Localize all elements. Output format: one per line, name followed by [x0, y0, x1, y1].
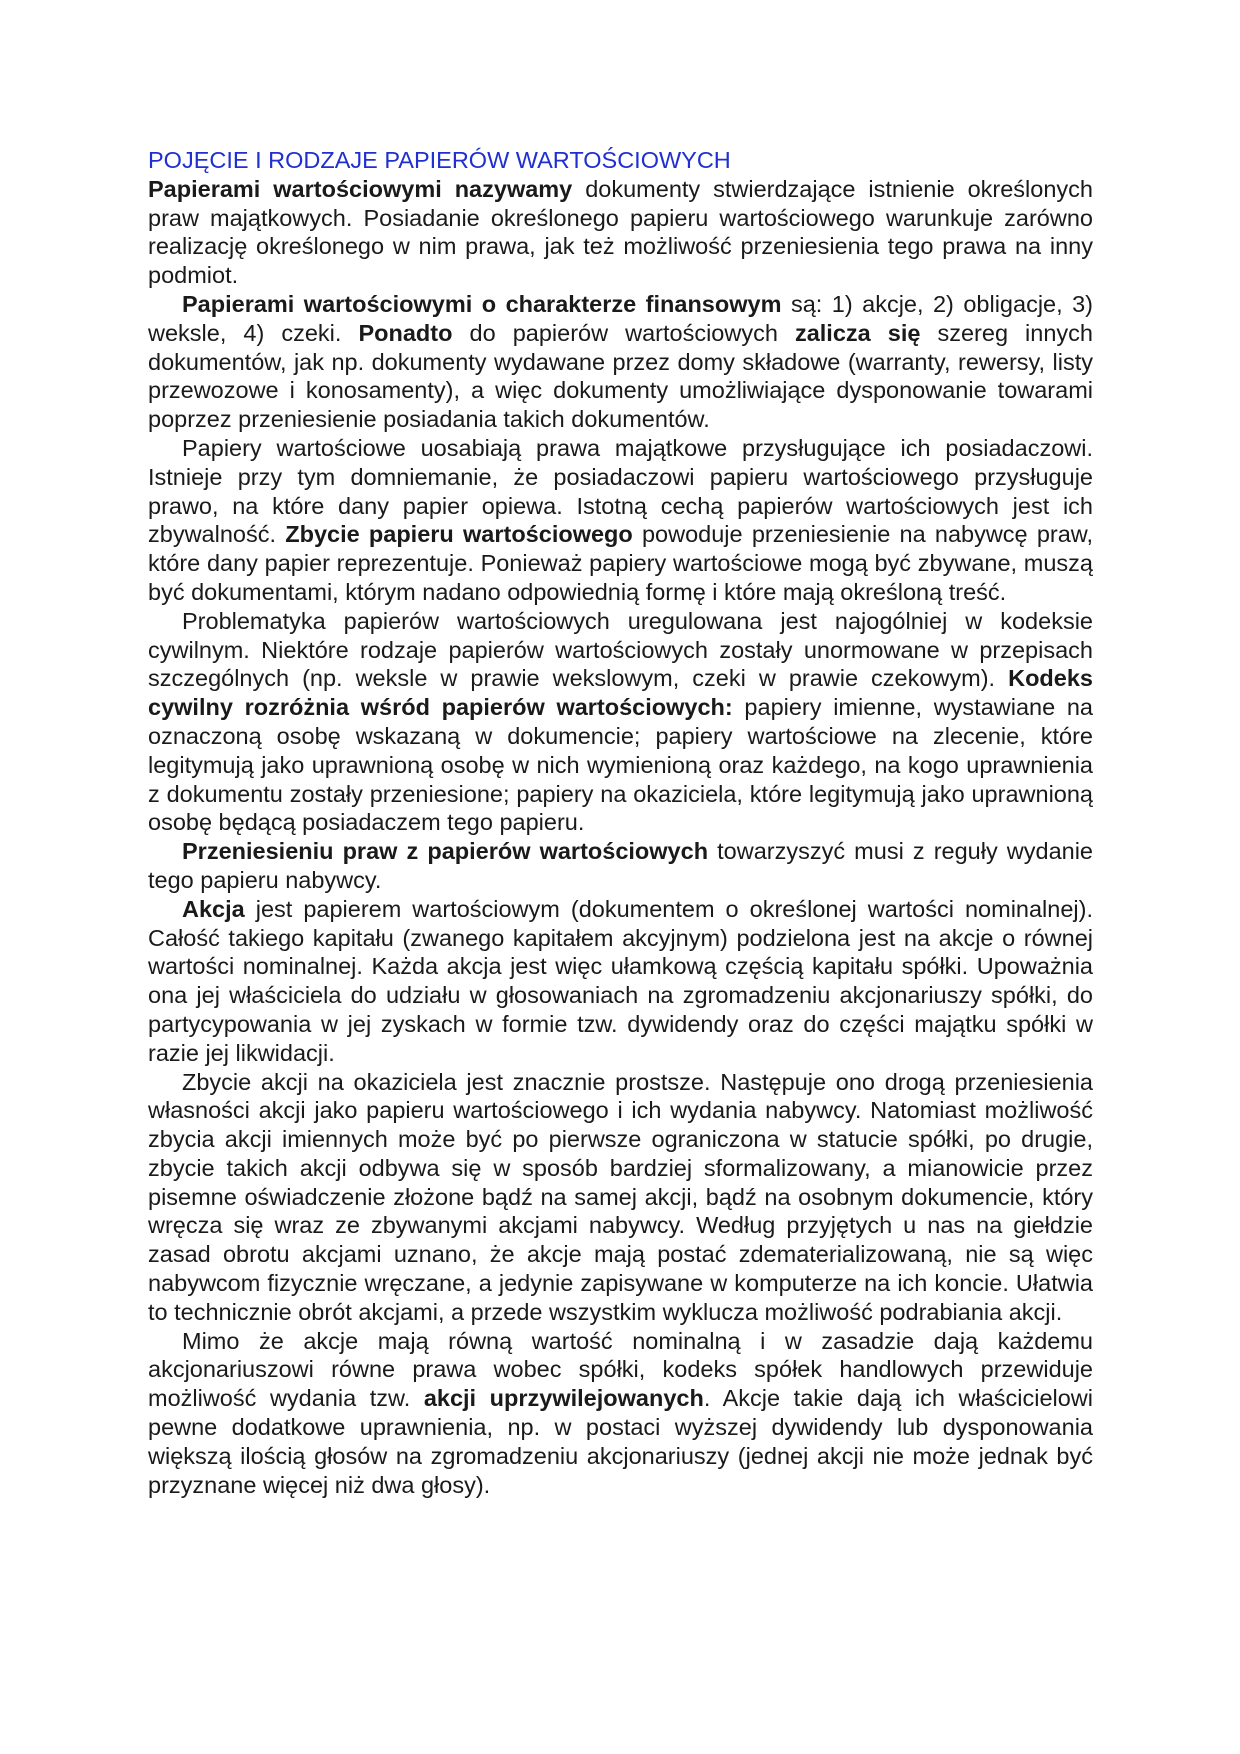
- bold-term: Papierami wartościowymi nazywamy: [148, 175, 573, 202]
- paragraph-definition: [148, 175, 1093, 290]
- paragraph-share: [148, 895, 1093, 1068]
- bold-term: Papierami wartościowymi o charakterze finansowym: [182, 290, 782, 317]
- paragraph-financial-securities: [148, 290, 1093, 434]
- bold-term: Przeniesieniu praw z papierów wartościowych: [182, 838, 709, 865]
- paragraph-text: są: 1) akcje, 2) obligacje, 3) weksle, 4) czeki.: [148, 290, 1094, 346]
- paragraph-bearer-shares: [148, 1068, 1093, 1327]
- paragraph-preferred-shares: [148, 1327, 1093, 1500]
- paragraph-text: Papiery wartościowe uosabiają prawa majątkowe przysługujące ich posiadaczowi. Istnieje przy tym domniemanie, że posiadaczowi papieru wartościowego przysługuje prawo, na które dany papier opiewa. Istotną cechą papierów wartościowych jest ich zbywalność.: [148, 434, 1093, 548]
- bold-term: akcji uprzywilejowanych: [423, 1385, 704, 1412]
- paragraph-civil-code: [148, 607, 1093, 837]
- bold-term: Akcja: [182, 895, 245, 922]
- paragraph-transfer-of-rights: [148, 837, 1093, 895]
- bold-term: Kodeks cywilny rozróżnia wśród papierów wartościowych:: [148, 665, 1093, 721]
- paragraph-text: jest papierem wartościowym (dokumentem o określonej wartości nominalnej). Całość takiego kapitału (zwanego kapitałem akcyjnym) podzielona jest na akcje o równej wartości nominalnej. Każda akcja jest więc ułamkową częścią kapitału spółki. Upoważnia ona jej właściciela do udziału w głosowaniach na zgromadzeniu akcjonariuszy spółki, do partycypowania w jej zyskach w formie tzw. dywidendy oraz do części majątku spółki w razie jej likwidacji.: [148, 895, 1093, 1066]
- paragraph-text: do papierów wartościowych: [452, 319, 795, 346]
- bold-term: Ponadto: [358, 319, 453, 346]
- paragraph-text: szereg innych dokumentów, jak np. dokumenty wydawane przez domy składowe (warranty, rewersy, listy przewozowe i konosamenty), a więc dokumenty umożliwiające dysponowanie towarami poprzez przeniesienie posiadania takich dokumentów.: [148, 319, 1093, 433]
- bold-term: zalicza się: [794, 319, 921, 346]
- paragraph-text: dokumenty stwierdzające istnienie określonych praw majątkowych. Posiadanie określonego papieru wartościowego warunkuje zarówno realizację określonego w nim prawa, jak też możliwość przeniesienia tego prawa na inny podmiot.: [148, 175, 1093, 289]
- paragraph-text: Problematyka papierów wartościowych uregulowana jest najogólniej w kodeksie cywilnym. Niektóre rodzaje papierów wartościowych zostały unormowane w przepisach szczególnych (np. weksle w prawie wekslowym, czeki w prawie czekowym).: [148, 607, 1093, 692]
- document-page: [148, 146, 1093, 1499]
- paragraph-text: Zbycie akcji na okaziciela jest znacznie prostsze. Następuje ono drogą przeniesienia własności akcji jako papieru wartościowego i ich wydania nabywcy. Natomiast możliwość zbycia akcji imiennych może być po pierwsze ograniczona w statucie spółki, po drugie, zbycie takich akcji odbywa się w sposób bardziej sformalizowany, a mianowicie przez pisemne oświadczenie złożone bądź na samej akcji, bądź na osobnym dokumencie, który wręcza się wraz ze zbywanymi akcjami nabywcy. Według przyjętych u nas na giełdzie zasad obrotu akcjami uznano, że akcje mają postać zdematerializowaną, nie są więc nabywcom fizycznie wręczane, a jedynie zapisywane w komputerze na ich koncie. Ułatwia to technicznie obrót akcjami, a przede wszystkim wyklucza możliwość podrabiania akcji.: [148, 1068, 1093, 1325]
- paragraph-transferability: [148, 434, 1093, 607]
- paragraph-text: towarzyszyć musi z reguły wydanie tego papieru nabywcy.: [148, 838, 1094, 893]
- paragraph-text: . Akcje takie dają ich właścicielowi pewne dodatkowe uprawnienia, np. w postaci wyższej dywidendy lub dysponowania większą ilością głosów na zgromadzeniu akcjonariuszy (jednej akcji nie może jednak być przyznane więcej niż dwa głosy).: [148, 1385, 1094, 1498]
- bold-term: Zbycie papieru wartościowego: [285, 521, 633, 548]
- document-title: POJĘCIE I RODZAJE PAPIERÓW WARTOŚCIOWYCH: [148, 147, 731, 173]
- paragraph-text: powoduje przeniesienie na nabywcę praw, które dany papier reprezentuje. Ponieważ papiery wartościowe mogą być zbywane, muszą być dokumentami, którym nadano odpowiednią formę i które mają określoną treść.: [148, 521, 1094, 605]
- paragraph-text: papiery imienne, wystawiane na oznaczoną osobę wskazaną w dokumencie; papiery wartościowe na zlecenie, które legitymują jako uprawnioną osobę w nich wymienioną oraz każdego, na kogo uprawnienia z dokumentu zostały przeniesione; papiery na okaziciela, które legitymują jako uprawnioną osobę będącą posiadaczem tego papieru.: [148, 694, 1093, 836]
- paragraph-text: Mimo że akcje mają równą wartość nominalną i w zasadzie dają każdemu akcjonariuszowi równe prawa wobec spółki, kodeks spółek handlowych przewiduje możliwość wydania tzw.: [148, 1327, 1093, 1412]
